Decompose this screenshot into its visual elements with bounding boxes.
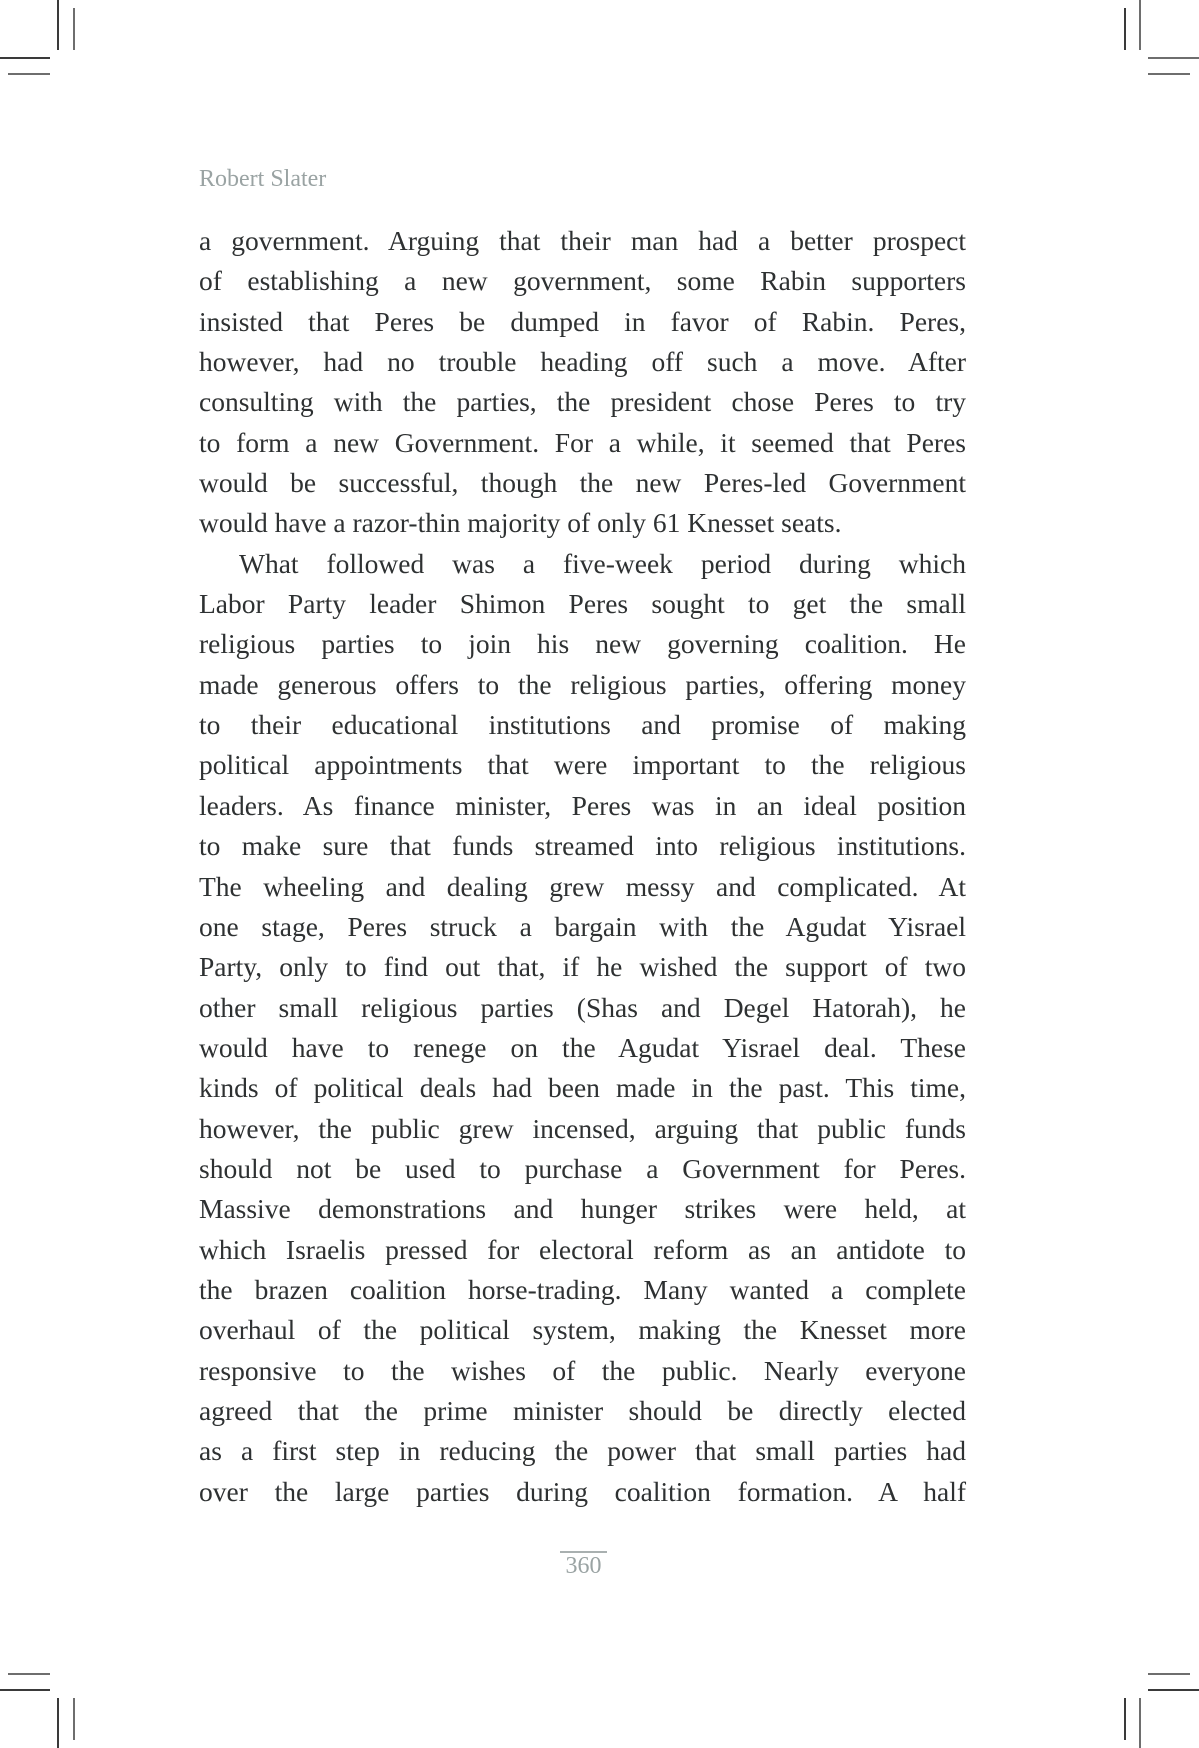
text-line: kinds of political deals had been made in the past. This time, bbox=[199, 1072, 966, 1104]
text-line: to their educational institutions and promise of making bbox=[199, 709, 966, 741]
running-head-author: Robert Slater bbox=[199, 166, 327, 192]
text-line: however, had no trouble heading off such a move. After bbox=[199, 346, 966, 378]
crop-mark-bottom-right-horizontal-inner bbox=[1148, 1673, 1190, 1675]
page-number: 360 bbox=[565, 1553, 602, 1579]
crop-mark-bottom-left-vertical-inner bbox=[73, 1698, 75, 1740]
body-text bbox=[199, 221, 966, 1512]
text-line: The wheeling and dealing grew messy and complicated. At bbox=[199, 870, 966, 902]
text-line: responsive to the wishes of the public. Nearly everyone bbox=[199, 1354, 966, 1386]
text-line: to make sure that funds streamed into religious institutions. bbox=[199, 830, 966, 862]
crop-mark-top-left-vertical-outer bbox=[57, 0, 59, 50]
text-line: made generous offers to the religious parties, offering money bbox=[199, 668, 966, 700]
crop-mark-top-left-horizontal-inner bbox=[8, 73, 50, 75]
text-line: overhaul of the political system, making the Knesset more bbox=[199, 1314, 966, 1346]
text-line: as a first step in reducing the power that small parties had bbox=[199, 1435, 966, 1467]
text-line: Massive demonstrations and hunger strikes were held, at bbox=[199, 1193, 966, 1225]
text-line: over the large parties during coalition formation. A half bbox=[199, 1475, 966, 1507]
crop-mark-bottom-left-horizontal-outer bbox=[0, 1689, 50, 1691]
crop-mark-top-right-vertical-outer bbox=[1139, 0, 1141, 50]
text-line: of establishing a new government, some Rabin supporters bbox=[199, 265, 966, 297]
text-line: political appointments that were important to the religious bbox=[199, 749, 966, 781]
text-line: agreed that the prime minister should be directly elected bbox=[199, 1394, 966, 1426]
text-line: Labor Party leader Shimon Peres sought to get the small bbox=[199, 588, 966, 620]
paragraph bbox=[199, 544, 966, 1512]
text-line: would be successful, though the new Peres-led Government bbox=[199, 467, 966, 499]
text-line: which Israelis pressed for electoral reform as an antidote to bbox=[199, 1233, 966, 1265]
text-line: would have a razor-thin majority of only 61 Knesset seats. bbox=[199, 507, 842, 539]
text-line: consulting with the parties, the president chose Peres to try bbox=[199, 386, 966, 418]
crop-mark-top-left-horizontal-outer bbox=[0, 57, 50, 59]
paragraph bbox=[199, 221, 966, 544]
crop-mark-bottom-right-vertical-inner bbox=[1124, 1698, 1126, 1740]
crop-mark-bottom-left-vertical-outer bbox=[57, 1698, 59, 1748]
text-line: should not be used to purchase a Government for Peres. bbox=[199, 1152, 966, 1184]
text-line: the brazen coalition horse-trading. Many wanted a complete bbox=[199, 1273, 966, 1305]
crop-mark-bottom-left-horizontal-inner bbox=[8, 1673, 50, 1675]
text-line: Party, only to find out that, if he wished the support of two bbox=[199, 951, 966, 983]
text-line: however, the public grew incensed, arguing that public funds bbox=[199, 1112, 966, 1144]
crop-mark-top-right-vertical-inner bbox=[1124, 8, 1126, 50]
crop-mark-bottom-right-vertical-outer bbox=[1139, 1698, 1141, 1748]
text-line: a government. Arguing that their man had a better prospect bbox=[199, 225, 966, 256]
text-line: one stage, Peres struck a bargain with the Agudat Yisrael bbox=[199, 910, 966, 942]
crop-mark-top-right-horizontal-outer bbox=[1148, 57, 1199, 59]
crop-mark-top-left-vertical-inner bbox=[73, 8, 75, 50]
text-line: other small religious parties (Shas and Degel Hatorah), he bbox=[199, 991, 966, 1023]
crop-mark-top-right-horizontal-inner bbox=[1148, 73, 1190, 75]
text-line: to form a new Government. For a while, it seemed that Peres bbox=[199, 426, 966, 458]
text-line: What followed was a five-week period during which bbox=[239, 547, 966, 579]
text-line: religious parties to join his new governing coalition. He bbox=[199, 628, 966, 660]
text-line: leaders. As finance minister, Peres was in an ideal position bbox=[199, 789, 966, 821]
text-line: insisted that Peres be dumped in favor of Rabin. Peres, bbox=[199, 305, 966, 337]
text-line: would have to renege on the Agudat Yisrael deal. These bbox=[199, 1031, 966, 1063]
crop-mark-bottom-right-horizontal-outer bbox=[1148, 1689, 1199, 1691]
